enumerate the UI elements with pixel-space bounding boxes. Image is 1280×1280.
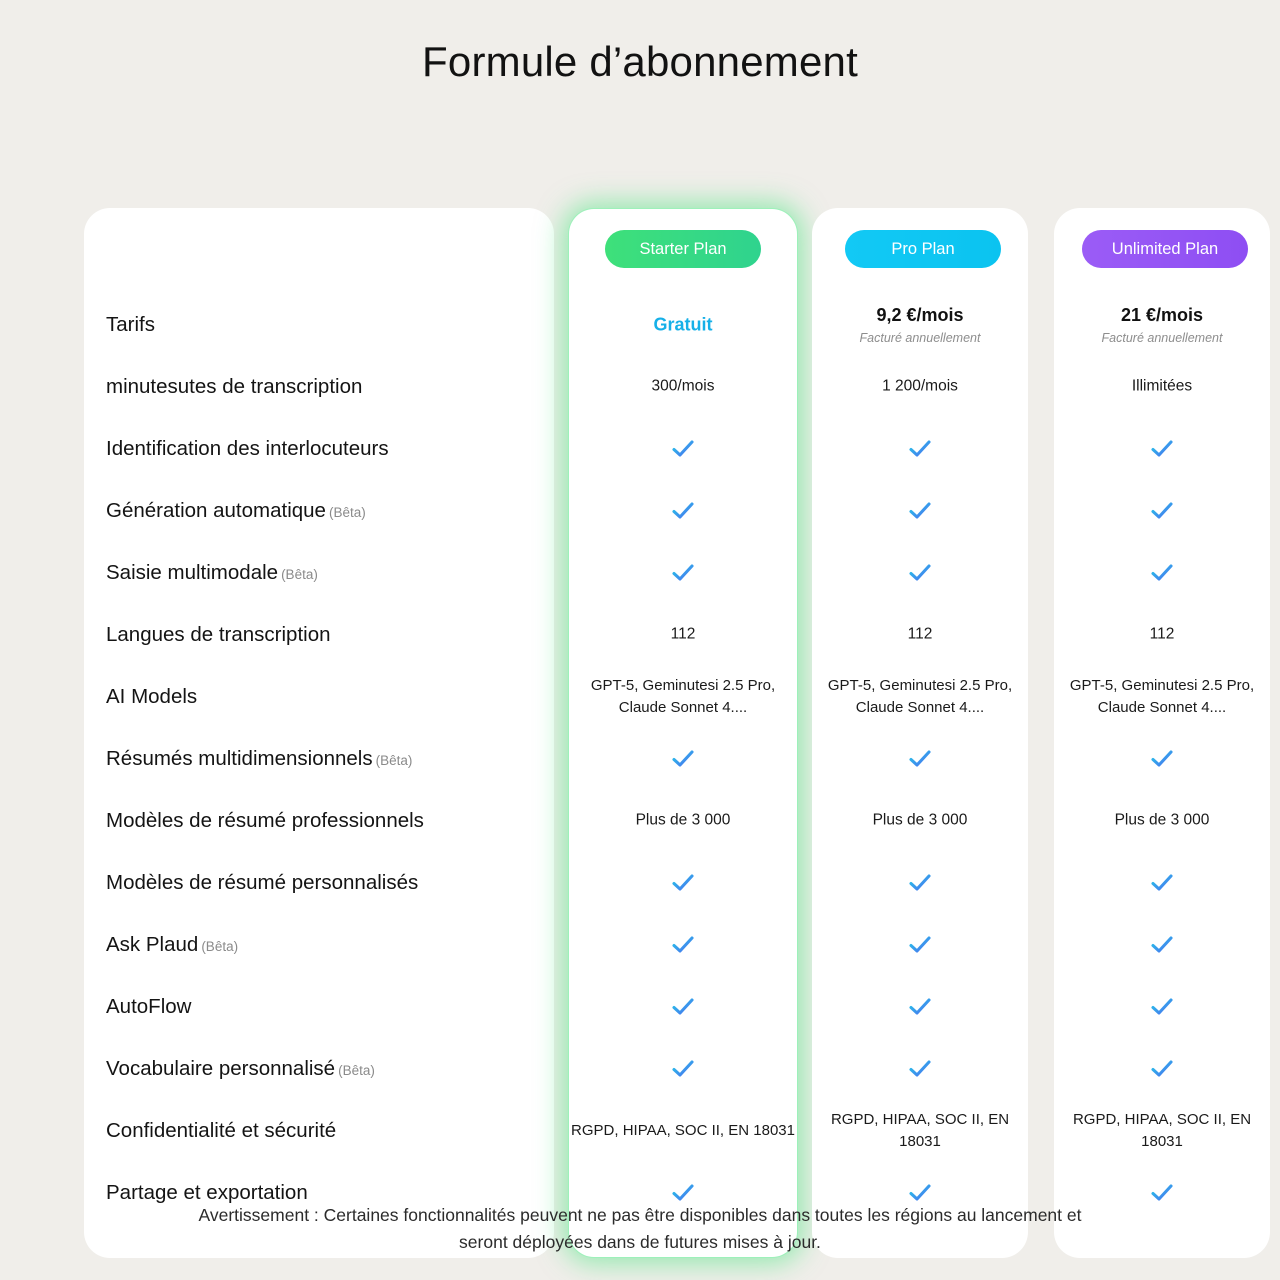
feature-label: Modèles de résumé professionnels (106, 809, 424, 832)
cell-unlimited (1054, 436, 1270, 462)
check-icon (670, 1056, 696, 1082)
beta-tag: (Bêta) (375, 753, 413, 768)
check-icon (670, 870, 696, 896)
check-icon (1149, 870, 1175, 896)
feature-label: Langues de transcription (106, 623, 331, 646)
check-icon (907, 746, 933, 772)
cell-value: 112 (670, 625, 696, 643)
cell-unlimited (1054, 1109, 1270, 1153)
plan-price-note: Facturé annuellement (1101, 331, 1223, 346)
cell-value: GPT-5, Geminutesi 2.5 Pro, Claude Sonnet 4.... (1069, 677, 1255, 716)
feature-rows (42, 294, 1255, 1224)
plan-price-note: Facturé annuellement (859, 331, 981, 346)
check-icon (907, 560, 933, 586)
table-row (42, 1100, 1252, 1162)
cell-starter (568, 932, 798, 958)
check-icon (1149, 746, 1175, 772)
cell-unlimited (1054, 377, 1270, 398)
cell-unlimited (1054, 1056, 1270, 1082)
check-icon (670, 994, 696, 1020)
check-icon (670, 436, 696, 462)
plan-badge-starter[interactable]: Starter Plan (605, 230, 761, 268)
cell-pro (812, 1056, 1028, 1082)
cell-unlimited (1054, 625, 1270, 646)
check-icon (670, 932, 696, 958)
feature-label: AI Models (106, 685, 198, 708)
cell-value: 1 200/mois (882, 377, 958, 395)
cell-value: 112 (907, 625, 933, 643)
feature-label: Partage et exportation (106, 1181, 308, 1204)
feature-label: Saisie multimodale (Bêta) (106, 561, 318, 584)
check-icon (907, 436, 933, 462)
table-row (42, 418, 1238, 480)
cell-pro (812, 625, 1028, 646)
feature-label: Identification des interlocuteurs (106, 437, 389, 460)
cell-starter (568, 560, 798, 586)
table-row (42, 294, 1238, 356)
check-icon (670, 498, 696, 524)
pricing-table (42, 86, 1255, 1204)
cell-unlimited (1054, 870, 1270, 896)
cell-pro (812, 811, 1028, 832)
cell-unlimited (1054, 746, 1270, 772)
cell-pro (812, 377, 1028, 398)
beta-tag: (Bêta) (201, 939, 239, 954)
beta-tag: (Bêta) (338, 1063, 375, 1078)
cell-unlimited (1054, 811, 1270, 832)
table-row (42, 356, 1238, 418)
plan-badge-unlimited[interactable]: Unlimited Plan (1082, 230, 1248, 268)
disclaimer-footnote: Avertissement : Certaines fonctionnalités peuvent ne pas être disponibles dans toutes les régions au lancement et seront déployées dans de futures mises à jour. (198, 1204, 1082, 1252)
page-title: Formule d’abonnement (422, 38, 858, 85)
check-icon (907, 994, 933, 1020)
check-icon (670, 746, 696, 772)
cell-starter (568, 811, 798, 832)
check-icon (1149, 994, 1175, 1020)
cell-starter (568, 498, 798, 524)
cell-starter (568, 377, 798, 398)
table-row (42, 1038, 1238, 1100)
beta-tag: (Bêta) (328, 505, 366, 520)
cell-starter (568, 675, 798, 719)
table-row (42, 604, 1238, 666)
cell-starter (568, 1056, 798, 1082)
cell-value: Illimitées (1131, 377, 1193, 395)
table-row (42, 976, 1238, 1038)
cell-unlimited (1054, 303, 1270, 347)
feature-label: Génération automatique (Bêta) (106, 499, 366, 522)
check-icon (907, 498, 933, 524)
cell-value: Plus de 3 000 (872, 811, 968, 829)
plan-price: 21 €/mois (1120, 305, 1204, 326)
cell-value: RGPD, HIPAA, SOC II, EN 18031 (571, 1122, 795, 1140)
cell-value: Plus de 3 000 (635, 811, 731, 829)
cell-starter (568, 436, 798, 462)
cell-pro (812, 560, 1028, 586)
feature-label: Ask Plaud (Bêta) (106, 933, 239, 956)
cell-value: 112 (1149, 625, 1175, 643)
cell-starter (568, 746, 798, 772)
cell-value: GPT-5, Geminutesi 2.5 Pro, Claude Sonnet 4.... (827, 677, 1013, 716)
table-row (42, 914, 1238, 976)
cell-value: RGPD, HIPAA, SOC II, EN 18031 (1072, 1111, 1252, 1150)
cell-pro (812, 498, 1028, 524)
cell-pro (812, 436, 1028, 462)
table-row (42, 728, 1238, 790)
cell-unlimited (1054, 675, 1270, 719)
cell-unlimited (1054, 560, 1270, 586)
check-icon (1149, 1056, 1175, 1082)
cell-value: GPT-5, Geminutesi 2.5 Pro, Claude Sonnet 4.... (590, 677, 776, 716)
plan-price: Gratuit (653, 314, 713, 335)
cell-pro (812, 870, 1028, 896)
cell-pro (812, 303, 1028, 347)
check-icon (1149, 560, 1175, 586)
check-icon (1149, 932, 1175, 958)
cell-starter (568, 313, 798, 338)
feature-label: Confidentialité et sécurité (106, 1119, 337, 1142)
table-row (42, 666, 1255, 728)
plan-badge-pro[interactable]: Pro Plan (845, 230, 1001, 268)
beta-tag: (Bêta) (281, 567, 318, 582)
table-row (42, 852, 1238, 914)
cell-value: Plus de 3 000 (1114, 811, 1210, 829)
feature-label: Vocabulaire personnalisé (Bêta) (106, 1057, 375, 1080)
cell-pro (812, 675, 1028, 719)
cell-pro (812, 994, 1028, 1020)
check-icon (907, 1056, 933, 1082)
cell-starter (568, 625, 798, 646)
table-row (42, 790, 1238, 852)
check-icon (1149, 436, 1175, 462)
feature-label: Modèles de résumé personnalisés (106, 871, 419, 894)
check-icon (670, 560, 696, 586)
cell-unlimited (1054, 498, 1270, 524)
cell-unlimited (1054, 994, 1270, 1020)
check-icon (907, 870, 933, 896)
cell-value: 300/mois (651, 377, 715, 395)
table-row (42, 480, 1238, 542)
cell-pro (812, 932, 1028, 958)
feature-label: minutesutes de transcription (106, 375, 363, 398)
cell-starter (568, 870, 798, 896)
feature-label: Tarifs (106, 313, 155, 336)
check-icon (907, 932, 933, 958)
check-icon (1149, 498, 1175, 524)
cell-starter (568, 994, 798, 1020)
cell-starter (568, 1120, 798, 1142)
cell-pro (812, 746, 1028, 772)
feature-label: AutoFlow (106, 995, 192, 1018)
feature-label: Résumés multidimensionnels (Bêta) (106, 747, 413, 770)
table-row (42, 542, 1238, 604)
cell-pro (812, 1109, 1028, 1153)
cell-unlimited (1054, 932, 1270, 958)
cell-value: RGPD, HIPAA, SOC II, EN 18031 (830, 1111, 1010, 1150)
plan-price: 9,2 €/mois (876, 305, 964, 326)
